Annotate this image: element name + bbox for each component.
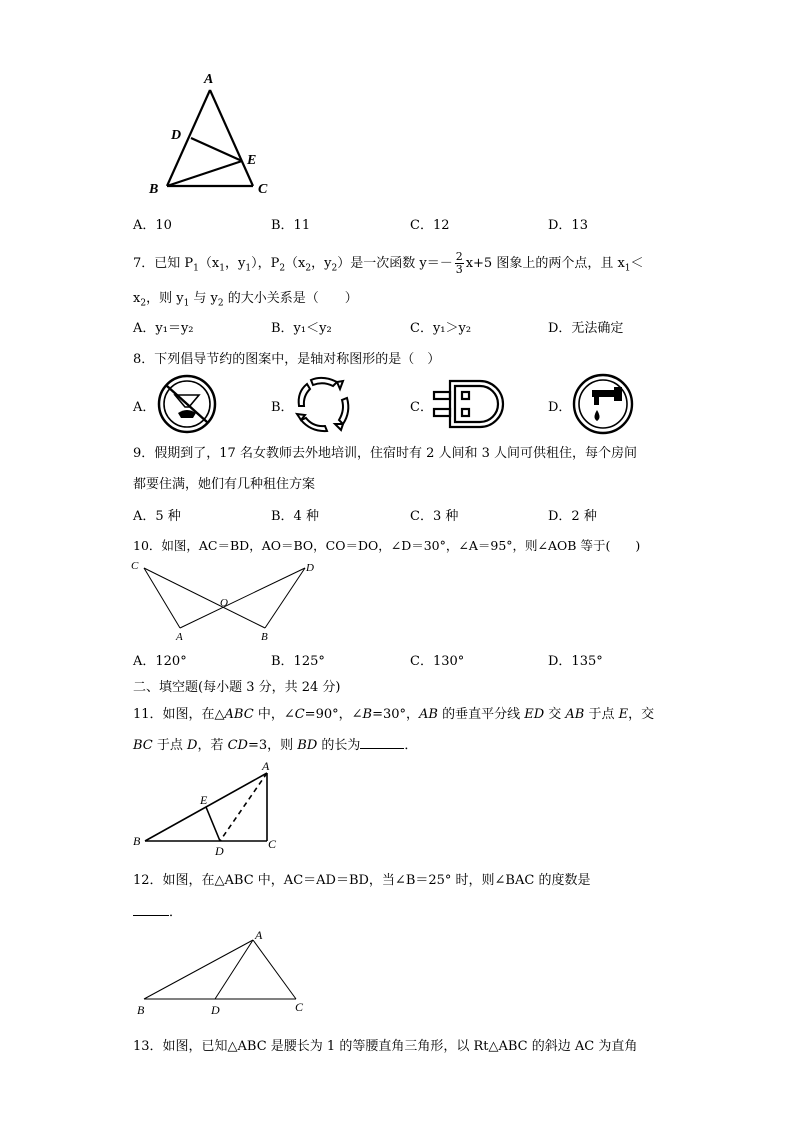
- recycle-arrows-icon: [291, 372, 355, 436]
- q9-option-b: B．4 种: [271, 509, 319, 524]
- q7-option-b: B．y₁＜y₂: [271, 321, 332, 336]
- q11-right-triangle-figure: [128, 758, 288, 858]
- q12-line1: 12．如图，在△ABC 中，AC＝AD＝BD，当∠B＝25° 时，则∠BAC 的度数是: [133, 873, 591, 888]
- fig11-label-e: E: [200, 793, 208, 807]
- section-heading-fill-in: 二、填空题(每小题 3 分，共 24 分): [133, 680, 341, 695]
- fig6-label-d: D: [171, 128, 182, 143]
- q12-triangle-figure: [128, 925, 318, 1020]
- q9-line2: 都要住满，她们有几种租住方案: [133, 477, 316, 492]
- q10-option-c: C．130°: [410, 654, 465, 669]
- q6-option-a: A．10: [133, 218, 172, 233]
- q9-option-c: C．3 种: [410, 509, 459, 524]
- fig6-label-b: B: [149, 182, 159, 197]
- fig12-label-d: D: [211, 1003, 220, 1017]
- q7-option-c: C．y₁＞y₂: [410, 321, 472, 336]
- no-cup-symbol-icon: [155, 373, 219, 435]
- q8-label-a: A．: [133, 400, 156, 415]
- q10-question: 10．如图，AC＝BD，AO＝BO，CO＝DO，∠D＝30°，∠A＝95°，则∠AOB 等于( ): [133, 538, 641, 553]
- q11-line2: BC 于点 D，若 CD=3，则 BD 的长为 ．: [133, 738, 418, 753]
- water-tap-icon: [570, 372, 636, 436]
- q8-label-b: B．: [271, 400, 294, 415]
- fig11-label-a: A: [262, 759, 270, 773]
- answer-blank: [133, 915, 169, 916]
- q8-label-d: D．: [548, 400, 572, 415]
- fig10-label-a: A: [176, 631, 183, 643]
- q10-option-b: B．125°: [271, 654, 325, 669]
- fig11-label-c: C: [268, 837, 277, 851]
- fig6-label-c: C: [258, 182, 268, 197]
- fig12-label-c: C: [295, 1000, 304, 1014]
- q9-option-d: D．2 种: [548, 509, 597, 524]
- fig12-label-b: B: [137, 1003, 145, 1017]
- q12-line2: ．: [133, 901, 182, 920]
- q13-line1: 13．如图，已知△ABC 是腰长为 1 的等腰直角三角形，以 Rt△ABC 的斜边 AC 为直角: [133, 1039, 638, 1054]
- q7-line2: $x_2$，则 $y_1$ 与 $y_2$ 的大小关系是（ ）: [133, 291, 358, 309]
- fig12-label-a: A: [255, 928, 263, 942]
- fig6-label-e: E: [247, 153, 257, 168]
- q11-line1: 11．如图，在△ABC 中，∠C=90°，∠B=30°，AB 的垂直平分线 ED 交 AB 于点 E，交: [133, 707, 655, 722]
- q8-label-c: C．: [410, 400, 433, 415]
- fraction-two-thirds: $\frac{2}{3}$: [455, 250, 463, 276]
- fig11-label-d: D: [215, 844, 224, 858]
- fig10-label-d: D: [306, 562, 314, 574]
- q10-option-a: A．120°: [133, 654, 187, 669]
- q9-option-a: A．5 种: [133, 509, 181, 524]
- q6-option-b: B．11: [271, 218, 311, 233]
- q10-bowtie-figure: [128, 557, 324, 645]
- q10-option-d: D．135°: [548, 654, 603, 669]
- q8-question: 8．下列倡导节约的图案中，是轴对称图形的是（ ）: [133, 352, 441, 367]
- q7-option-a: A．y₁＝y₂: [133, 321, 194, 336]
- q7-line1: 7．已知 $P_1(x_1$，$y_1$），$P_2(x_2$，$y_2$）是一次函数 y＝－ $\frac{2}{3}$ x+5 图象上的两个点，且 $x_1<$: [133, 250, 644, 276]
- fig10-label-c: C: [131, 560, 139, 572]
- fig10-label-o: O: [220, 597, 228, 609]
- q6-option-c: C．12: [410, 218, 450, 233]
- fig10-label-b: B: [261, 631, 268, 643]
- power-plug-icon: [430, 375, 514, 433]
- fig6-label-a: A: [204, 72, 214, 87]
- answer-blank: [360, 748, 404, 749]
- q6-option-d: D．13: [548, 218, 588, 233]
- q7-option-d: D．无法确定: [548, 321, 624, 336]
- fig11-label-b: B: [133, 834, 141, 848]
- q9-line1: 9．假期到了，17 名女教师去外地培训，住宿时有 2 人间和 3 人间可供租住，每个房间: [133, 446, 638, 461]
- q6-triangle-figure: [140, 65, 280, 200]
